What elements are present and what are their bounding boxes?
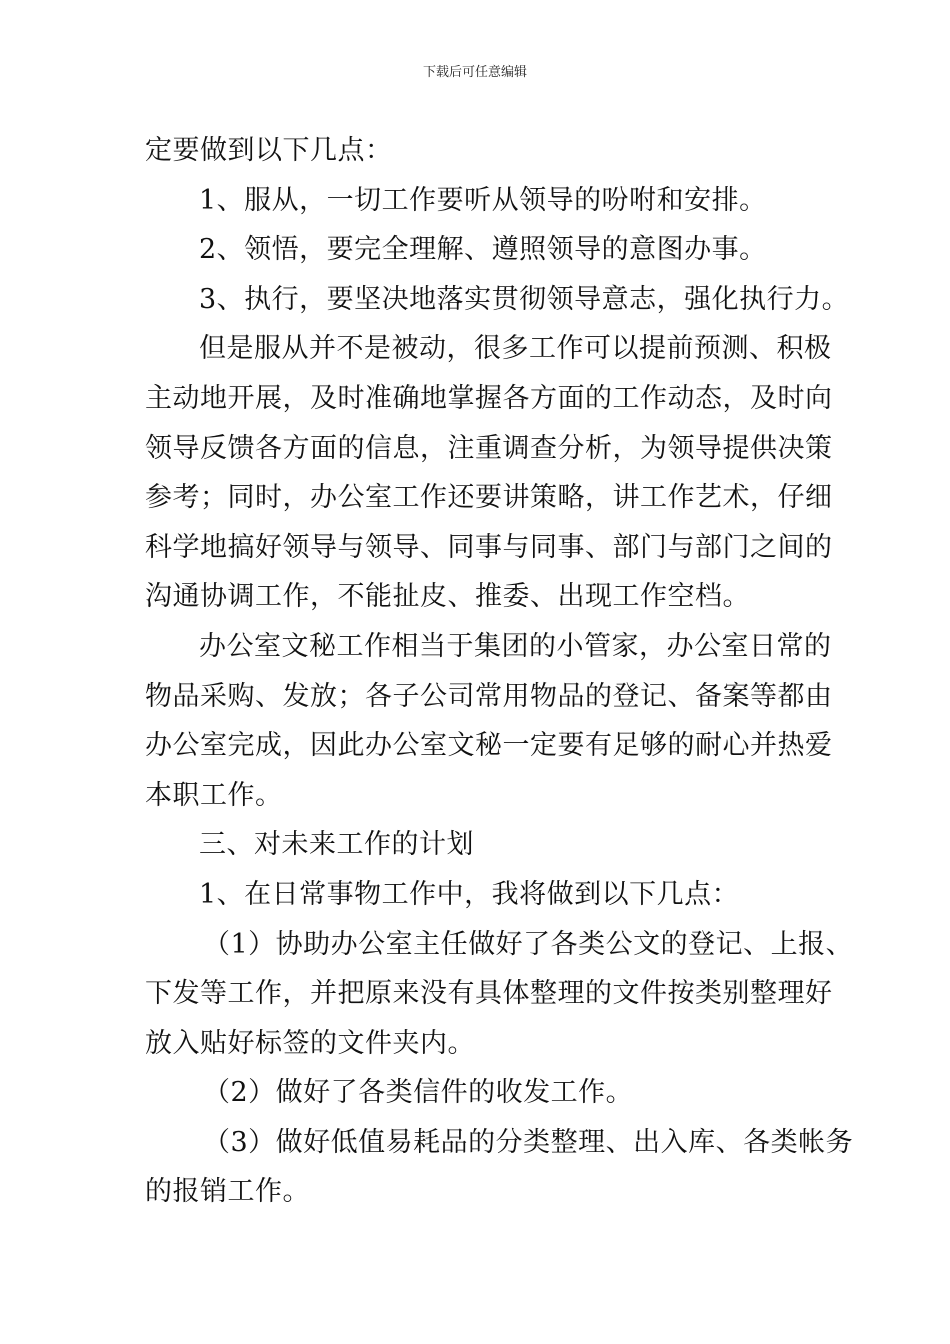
text-line: 但是服从并不是被动，很多工作可以提前预测、积极 (199, 333, 832, 365)
text-line: 办公室完成，因此办公室文秘一定要有足够的耐心并热爱 (145, 730, 833, 762)
text-line: 本职工作。 (145, 779, 283, 811)
document-body (145, 126, 854, 1217)
text-line: 物品采购、发放；各子公司常用物品的登记、备案等都由 (145, 680, 833, 712)
text-line: 3、执行，要坚决地落实贯彻领导意志，强化执行力。 (199, 283, 850, 315)
text-line: （1）协助办公室主任做好了各类公文的登记、上报、 (203, 928, 854, 960)
text-line: 定要做到以下几点： (145, 135, 393, 166)
section-heading: 三、对未来工作的计划 (199, 829, 474, 861)
text-line: 的报销工作。 (145, 1176, 310, 1208)
text-line: 领导反馈各方面的信息，注重调查分析，为领导提供决策 (145, 432, 833, 464)
text-line: 2、领悟，要完全理解、遵照领导的意图办事。 (199, 234, 767, 266)
text-line: 1、服从，一切工作要听从领导的吩咐和安排。 (199, 184, 767, 216)
text-line: 参考；同时，办公室工作还要讲策略，讲工作艺术，仔细 (145, 482, 833, 514)
text-line: 1、在日常事物工作中，我将做到以下几点： (199, 878, 740, 910)
text-line: 科学地搞好领导与领导、同事与同事、部门与部门之间的 (145, 531, 833, 563)
text-line: 主动地开展，及时准确地掌握各方面的工作动态，及时向 (145, 382, 833, 414)
text-line: 下发等工作，并把原来没有具体整理的文件按类别整理好 (145, 978, 833, 1010)
text-line: 办公室文秘工作相当于集团的小管家，办公室日常的 (199, 630, 832, 662)
text-line: （3）做好低值易耗品的分类整理、出入库、各类帐务 (203, 1126, 854, 1158)
text-line: 沟通协调工作，不能扯皮、推委、出现工作空档。 (145, 581, 750, 613)
text-line: （2）做好了各类信件的收发工作。 (203, 1077, 634, 1109)
text-line: 放入贴好标签的文件夹内。 (145, 1027, 475, 1059)
page-header-note: 下载后可任意编辑 (422, 65, 527, 80)
